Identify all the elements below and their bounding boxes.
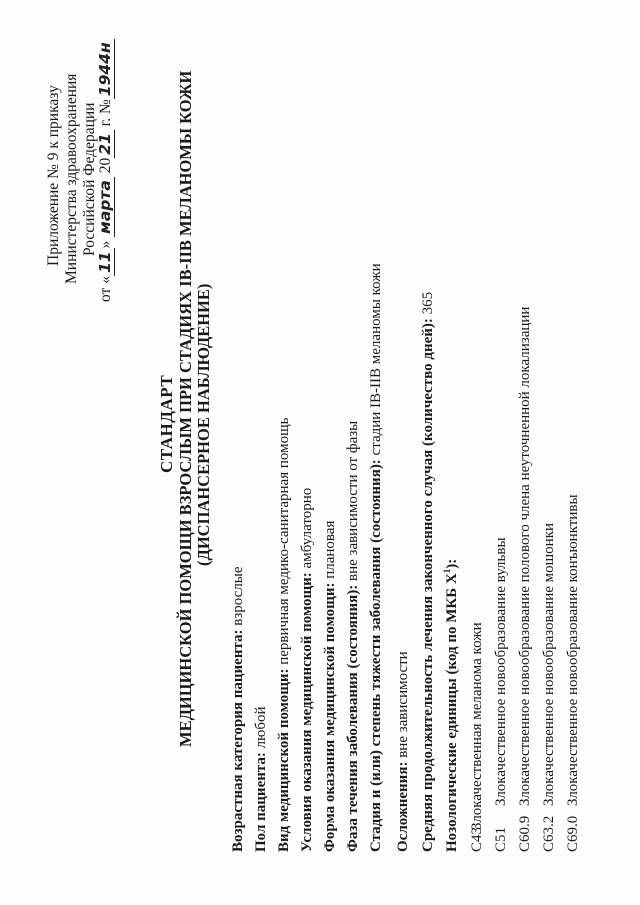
field-label: Возрастная категория пациента: bbox=[230, 629, 246, 852]
field-label: Фаза течения заболевания (состояния): bbox=[345, 584, 361, 852]
icd-row bbox=[494, 537, 509, 852]
title-standard: СТАНДАРТ bbox=[157, 374, 176, 473]
field-care-conditions bbox=[300, 488, 315, 852]
field-care-type bbox=[277, 418, 292, 852]
field-disease-stage bbox=[369, 263, 384, 852]
nosology-label-end: ): bbox=[444, 558, 460, 569]
field-value: первичная медико-санитарная помощь bbox=[276, 417, 292, 669]
title-line-1: МЕДИЦИНСКОЙ ПОМОЩИ ВЗРОСЛЫМ ПРИ СТАДИЯХ IB-IIB МЕЛАНОМЫ КОЖИ bbox=[176, 70, 195, 747]
title-line-2: (ДИСПАНСЕРНОЕ НАБЛЮДЕНИЕ) bbox=[194, 283, 213, 566]
field-label: Осложнения: bbox=[395, 761, 411, 852]
field-value: плановая bbox=[322, 520, 338, 583]
icd-row bbox=[566, 494, 581, 852]
field-label: Условия оказания медицинской помощи: bbox=[299, 572, 315, 852]
field-treatment-duration bbox=[421, 292, 436, 852]
footnote-marker: 1 bbox=[442, 568, 452, 574]
field-complications bbox=[396, 651, 411, 852]
number-prefix: г. № bbox=[97, 99, 114, 127]
field-care-form bbox=[323, 521, 338, 852]
field-sex bbox=[254, 706, 269, 852]
icd-code: C60.9 bbox=[517, 815, 533, 852]
icd-description: Злокачественное новообразование вульвы bbox=[493, 537, 509, 806]
field-value: взрослые bbox=[230, 566, 246, 630]
handwritten-day: 11 bbox=[98, 248, 115, 276]
field-label: Вид медицинской помощи: bbox=[276, 668, 292, 852]
field-age-category bbox=[231, 566, 246, 852]
appendix-line-1: Приложение № 9 к приказу bbox=[45, 85, 62, 266]
date-prefix: от « bbox=[97, 276, 114, 302]
icd-row bbox=[518, 307, 533, 852]
nosology-label: Нозологические единицы (код по МКБ X bbox=[444, 573, 460, 852]
icd-row bbox=[542, 523, 557, 852]
handwritten-month: марта bbox=[98, 177, 115, 237]
field-value: амбулаторно bbox=[299, 487, 315, 573]
icd-code: C63.2 bbox=[541, 815, 557, 852]
field-value: вне зависимости bbox=[395, 651, 411, 762]
field-value: стадии IB-IIB меланомы кожи bbox=[368, 263, 384, 460]
icd-description: Злокачественное новообразование конъюнктивы bbox=[565, 494, 581, 806]
icd-code: C51 bbox=[493, 826, 509, 852]
appendix-line-3: Российской Федерации bbox=[81, 102, 98, 256]
icd-code: C43 bbox=[469, 826, 485, 852]
appendix-line-2: Министерства здравоохранения bbox=[63, 73, 80, 284]
icd-description: Злокачественная меланома кожи bbox=[469, 622, 485, 830]
handwritten-year: 21 bbox=[98, 130, 115, 158]
nosology-header bbox=[442, 558, 460, 852]
date-mid: » bbox=[97, 240, 114, 249]
field-label: Стадия и (или) степень тяжести заболевания (состояния): bbox=[368, 459, 384, 852]
field-label: Средняя продолжительность лечения законченного случая (количество дней): bbox=[420, 318, 436, 852]
field-label: Форма оказания медицинской помощи: bbox=[322, 582, 338, 852]
icd-row bbox=[470, 622, 485, 852]
field-label: Пол пациента: bbox=[253, 752, 269, 852]
field-value: вне зависимости от фазы bbox=[345, 420, 361, 585]
field-value: любой bbox=[253, 706, 269, 753]
icd-description: Злокачественное новообразование мошонки bbox=[541, 522, 557, 806]
icd-code: C69.0 bbox=[565, 815, 581, 852]
appendix-date-line bbox=[98, 39, 115, 302]
field-value: 365 bbox=[420, 291, 436, 319]
handwritten-order-number: 1944н bbox=[98, 39, 115, 99]
year-prefix: 20 bbox=[97, 157, 114, 174]
icd-description: Злокачественное новообразование полового члена неуточненной локализации bbox=[517, 306, 533, 806]
field-disease-phase bbox=[346, 421, 361, 852]
